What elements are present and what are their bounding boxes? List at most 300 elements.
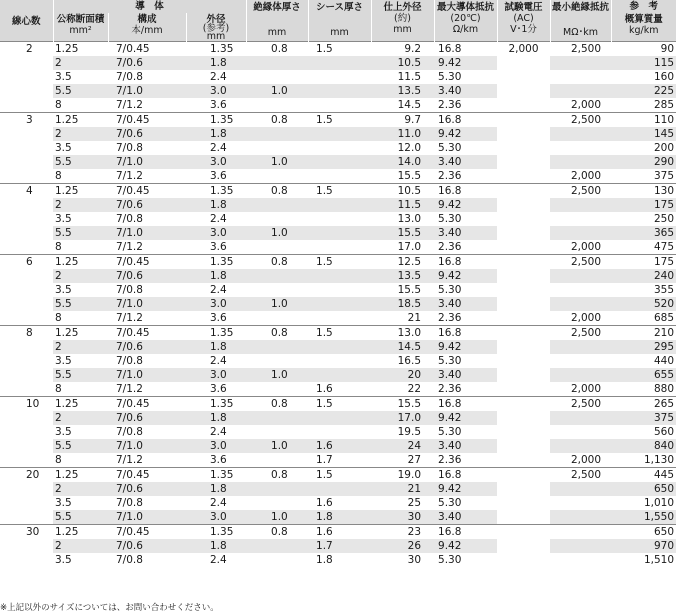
cell-area: 3.5 (55, 284, 72, 296)
cell-cons: 7/0.45 (108, 326, 186, 341)
cell-sh: 1.5 (308, 113, 371, 128)
header-approx-mass-label: 概算質量 (624, 14, 663, 25)
cell-mass: 175 (611, 255, 676, 270)
cell-fin: 13.0 (371, 326, 434, 341)
cell-ir (550, 127, 611, 141)
cell-area: 2 (53, 269, 108, 283)
cell-od: 3.6 (210, 454, 227, 466)
cell-fin: 17.0 (371, 411, 434, 425)
cell-mass: 115 (611, 56, 676, 70)
cell-sh (308, 297, 371, 311)
table-row (0, 226, 676, 240)
cell-ins: 1.0 (246, 297, 308, 311)
cell-volt (497, 468, 550, 483)
cell-ir: 2,500 (550, 397, 611, 412)
cell-od: 1.35 (186, 468, 246, 483)
cell-ins (246, 453, 308, 468)
cell-ir (550, 553, 611, 567)
cell-cores (0, 226, 53, 240)
cell-od: 2.4 (210, 554, 227, 566)
cell-sh (308, 98, 371, 113)
cell-area: 1.25 (53, 113, 108, 128)
header-max-resistance-note: (20℃) (450, 13, 481, 24)
cell-cores (0, 297, 53, 311)
cell-res: 3.40 (434, 84, 497, 98)
cell-od: 1.35 (186, 326, 246, 341)
cell-cons: 7/0.45 (108, 525, 186, 540)
cell-sh (308, 311, 371, 326)
cell-area: 3.5 (55, 71, 72, 83)
cell-ins (246, 382, 308, 397)
cell-fin: 25 (407, 497, 422, 509)
cell-volt (497, 127, 550, 141)
cell-cores: 8 (0, 326, 53, 341)
cell-ins: 0.8 (246, 326, 308, 341)
cell-mass: 225 (611, 84, 676, 98)
header-max-resistance-unit: Ω/km (452, 24, 479, 35)
cell-volt (497, 56, 550, 70)
cell-fin: 24 (371, 439, 434, 453)
cell-ir (550, 354, 611, 368)
cell-res: 16.8 (434, 525, 497, 540)
cell-res: 5.30 (438, 426, 462, 438)
cell-res: 2.36 (438, 383, 462, 395)
cell-mass: 160 (653, 71, 675, 83)
cell-cores (0, 340, 53, 354)
cell-mass: 175 (611, 198, 676, 212)
cell-mass: 1,510 (643, 554, 675, 566)
table-row (0, 468, 676, 483)
cell-volt (497, 510, 550, 525)
cell-sh (308, 368, 371, 382)
cell-cores: 30 (0, 525, 53, 540)
cell-cons: 7/1.2 (116, 454, 143, 466)
cell-ir (550, 539, 611, 553)
cell-cores (0, 439, 53, 453)
cell-ir (550, 56, 611, 70)
cell-volt (497, 368, 550, 382)
cell-sh: 1.6 (316, 383, 333, 395)
cell-area: 8 (55, 312, 62, 324)
cell-cons: 7/0.8 (116, 426, 143, 438)
cell-fin: 16.5 (397, 355, 422, 367)
header-finished-od-note: (約) (394, 13, 411, 24)
cell-fin: 30 (407, 554, 422, 566)
cell-cores: 4 (0, 184, 53, 199)
cell-ir (550, 482, 611, 496)
cell-ins (246, 283, 308, 297)
cell-res: 2.36 (438, 241, 462, 253)
cell-ir: 2,000 (570, 312, 602, 324)
cell-sh (308, 425, 371, 439)
cell-sh: 1.8 (316, 554, 333, 566)
cell-fin: 20 (371, 368, 434, 382)
header-construction-unit: 本/mm (131, 25, 163, 36)
cell-mass: 685 (653, 312, 675, 324)
cell-area: 1.25 (53, 468, 108, 483)
cell-ins (246, 354, 308, 368)
cell-cores: 2 (0, 42, 53, 57)
cell-fin: 10.5 (371, 184, 434, 199)
cell-cores (0, 510, 53, 525)
cell-fin: 22 (407, 383, 422, 395)
cell-ir: 2,500 (550, 42, 611, 57)
cell-mass: 1,130 (643, 454, 675, 466)
header-insulation-thickness (246, 0, 308, 42)
table-row (0, 311, 676, 326)
table-row (0, 482, 676, 496)
cell-res: 3.40 (434, 297, 497, 311)
cell-ins: 1.0 (246, 510, 308, 525)
cell-res: 2.36 (438, 170, 462, 182)
cell-cores (0, 382, 53, 397)
header-test-voltage (497, 0, 550, 42)
cell-cores (0, 169, 53, 184)
cell-mass: 880 (653, 383, 675, 395)
cell-volt (497, 553, 550, 567)
table-row (0, 127, 676, 141)
cell-volt (497, 326, 550, 341)
cell-volt (497, 340, 550, 354)
cell-ir: 2,000 (570, 454, 602, 466)
cell-fin: 11.0 (371, 127, 434, 141)
cell-area: 3.5 (55, 142, 72, 154)
header-max-resistance (434, 0, 497, 42)
cell-res: 16.8 (434, 184, 497, 199)
cell-fin: 17.0 (397, 241, 422, 253)
cell-volt (497, 212, 550, 226)
cell-res: 2.36 (438, 312, 462, 324)
cell-ins (246, 70, 308, 84)
cell-area: 2 (53, 56, 108, 70)
cell-fin: 27 (407, 454, 422, 466)
header-reference: 参 考 (611, 0, 676, 13)
table-row (0, 169, 676, 184)
cell-res: 16.8 (434, 326, 497, 341)
cell-res: 9.42 (434, 411, 497, 425)
table-row (0, 70, 676, 84)
cell-od: 3.0 (186, 297, 246, 311)
cell-cons: 7/0.8 (116, 71, 143, 83)
cell-cores (0, 240, 53, 255)
cell-ir (550, 496, 611, 510)
cell-cores (0, 141, 53, 155)
cell-sh: 1.5 (308, 468, 371, 483)
cell-ins: 0.8 (246, 42, 308, 57)
table-row (0, 368, 676, 382)
cell-mass: 475 (653, 241, 675, 253)
cell-ir (550, 510, 611, 525)
cell-area: 8 (55, 170, 62, 182)
cell-volt (497, 113, 550, 128)
cell-cores (0, 212, 53, 226)
cell-cons: 7/1.0 (108, 84, 186, 98)
cell-cores (0, 56, 53, 70)
table-row (0, 539, 676, 553)
table-row (0, 155, 676, 169)
cell-area: 1.25 (53, 42, 108, 57)
cell-sh (308, 354, 371, 368)
cell-cores: 20 (0, 468, 53, 483)
cell-ir: 2,500 (550, 113, 611, 128)
cell-sh (308, 269, 371, 283)
cell-ir: 2,500 (550, 326, 611, 341)
table-row (0, 184, 676, 199)
header-insulation-unit: mm (267, 27, 287, 38)
cell-volt (497, 240, 550, 255)
cell-sh (308, 340, 371, 354)
cell-ins (246, 212, 308, 226)
header-test-voltage-note: (AC) (513, 13, 534, 24)
cell-fin: 30 (371, 510, 434, 525)
table-row (0, 453, 676, 468)
cell-cons: 7/0.6 (108, 56, 186, 70)
cell-mass: 285 (653, 99, 675, 111)
cell-res: 2.36 (438, 99, 462, 111)
cell-mass: 90 (611, 42, 676, 57)
cell-od: 1.8 (186, 269, 246, 283)
cell-sh (308, 70, 371, 84)
header-finished-od-label: 仕上外径 (383, 2, 422, 13)
cell-mass: 110 (611, 113, 676, 128)
cell-ins (246, 198, 308, 212)
header-construction-label: 構成 (137, 14, 157, 25)
cell-sh: 1.5 (308, 184, 371, 199)
table-row (0, 198, 676, 212)
cell-sh (308, 226, 371, 240)
table-row (0, 212, 676, 226)
table-row (0, 255, 676, 270)
cell-fin: 15.5 (397, 170, 422, 182)
cell-area: 5.5 (53, 368, 108, 382)
cell-od: 2.4 (210, 497, 227, 509)
cell-res: 5.30 (438, 497, 462, 509)
table-row (0, 84, 676, 98)
cell-volt (497, 70, 550, 84)
cell-area: 2 (53, 198, 108, 212)
cell-cons: 7/1.0 (108, 297, 186, 311)
cell-area: 2 (53, 539, 108, 553)
cell-ins (246, 340, 308, 354)
cell-cores (0, 98, 53, 113)
cell-mass: 295 (611, 340, 676, 354)
cell-sh: 1.6 (308, 439, 371, 453)
cell-fin: 19.0 (371, 468, 434, 483)
cell-cores (0, 155, 53, 169)
cell-res: 5.30 (438, 355, 462, 367)
cell-mass: 970 (611, 539, 676, 553)
cell-volt (497, 311, 550, 326)
cell-cores (0, 198, 53, 212)
cell-sh: 1.7 (316, 454, 333, 466)
cell-fin: 23 (371, 525, 434, 540)
cell-cores (0, 453, 53, 468)
cell-ins: 1.0 (246, 439, 308, 453)
header-outer-diameter-label: 外径 (206, 14, 226, 25)
header-area-unit: mm² (69, 25, 92, 36)
cell-volt (497, 382, 550, 397)
cell-area: 1.25 (53, 397, 108, 412)
cell-res: 9.42 (434, 127, 497, 141)
cell-sh (308, 411, 371, 425)
cell-fin: 11.5 (397, 71, 422, 83)
cell-mass: 250 (653, 213, 675, 225)
cell-od: 2.4 (210, 426, 227, 438)
cell-cons: 7/0.8 (116, 284, 143, 296)
cell-ins (246, 98, 308, 113)
cell-mass: 650 (611, 482, 676, 496)
cell-area: 2 (53, 482, 108, 496)
header-conductor: 導 体 (53, 0, 246, 13)
table-header (0, 0, 676, 42)
cell-res: 5.30 (438, 213, 462, 225)
cell-fin: 15.5 (397, 284, 422, 296)
cell-ins (246, 311, 308, 326)
cell-volt (497, 98, 550, 113)
cell-area: 5.5 (53, 510, 108, 525)
cell-mass: 440 (653, 355, 675, 367)
cell-volt (497, 525, 550, 540)
header-outer-diameter (186, 13, 246, 42)
cell-cons: 7/1.0 (108, 226, 186, 240)
cell-mass: 1,010 (643, 497, 675, 509)
cell-volt (497, 539, 550, 553)
cell-od: 3.0 (186, 368, 246, 382)
cell-cons: 7/0.6 (108, 411, 186, 425)
cell-ir (550, 411, 611, 425)
cell-res: 16.8 (434, 113, 497, 128)
cell-fin: 19.5 (397, 426, 422, 438)
cell-volt (497, 283, 550, 297)
cell-ins (246, 482, 308, 496)
cell-cores: 6 (0, 255, 53, 270)
table-row (0, 56, 676, 70)
cell-res: 3.40 (434, 439, 497, 453)
cell-fin: 10.5 (371, 56, 434, 70)
header-sheath-thickness (308, 0, 371, 42)
cell-fin: 26 (371, 539, 434, 553)
cell-cons: 7/0.6 (108, 127, 186, 141)
cell-volt (497, 84, 550, 98)
cell-area: 3.5 (55, 554, 72, 566)
table-row (0, 525, 676, 540)
cell-area: 1.25 (53, 326, 108, 341)
cell-ins (246, 127, 308, 141)
cell-ins: 1.0 (246, 155, 308, 169)
cell-mass: 210 (611, 326, 676, 341)
cell-cons: 7/0.45 (108, 184, 186, 199)
cell-fin: 15.5 (371, 226, 434, 240)
cell-fin: 18.5 (371, 297, 434, 311)
cell-ir (550, 425, 611, 439)
cell-cons: 7/1.2 (116, 99, 143, 111)
cell-sh: 1.6 (308, 525, 371, 540)
cell-area: 5.5 (53, 439, 108, 453)
cell-ir: 2,500 (550, 468, 611, 483)
cell-sh (308, 127, 371, 141)
cell-od: 2.4 (210, 213, 227, 225)
cell-cores (0, 127, 53, 141)
cell-ins (246, 56, 308, 70)
cell-mass: 265 (611, 397, 676, 412)
table-row (0, 340, 676, 354)
cell-mass: 145 (611, 127, 676, 141)
cell-ir (550, 439, 611, 453)
cell-cons: 7/1.2 (116, 383, 143, 395)
cell-res: 9.42 (434, 539, 497, 553)
cell-area: 1.25 (53, 184, 108, 199)
cell-cons: 7/0.45 (108, 113, 186, 128)
cell-ins: 0.8 (246, 468, 308, 483)
table-row (0, 98, 676, 113)
cell-cons: 7/0.6 (108, 269, 186, 283)
header-construction (108, 13, 186, 42)
cell-fin: 13.5 (371, 269, 434, 283)
cell-area: 8 (55, 99, 62, 111)
cell-cons: 7/1.0 (108, 368, 186, 382)
cell-od: 3.0 (186, 155, 246, 169)
cell-res: 9.42 (434, 482, 497, 496)
cell-ir (550, 70, 611, 84)
cell-volt (497, 425, 550, 439)
cell-od: 1.8 (186, 340, 246, 354)
table-row (0, 411, 676, 425)
table-row (0, 553, 676, 567)
header-area (53, 13, 108, 42)
cell-cons: 7/0.6 (108, 482, 186, 496)
cell-res: 16.8 (434, 42, 497, 57)
cell-mass: 130 (611, 184, 676, 199)
cell-ins (246, 496, 308, 510)
cell-od: 2.4 (210, 71, 227, 83)
cell-ir (550, 155, 611, 169)
cell-area: 2 (53, 127, 108, 141)
cell-area: 3.5 (55, 426, 72, 438)
cell-cores (0, 311, 53, 326)
cell-fin: 14.5 (371, 340, 434, 354)
cell-ir: 2,000 (570, 170, 602, 182)
cell-ins (246, 269, 308, 283)
table-row (0, 297, 676, 311)
cell-res: 5.30 (438, 142, 462, 154)
cell-cons: 7/0.6 (108, 340, 186, 354)
cell-volt (497, 184, 550, 199)
cell-od: 1.8 (186, 539, 246, 553)
cell-fin: 13.0 (397, 213, 422, 225)
header-finished-od-unit: mm (393, 24, 412, 35)
cell-od: 1.8 (186, 56, 246, 70)
cell-od: 3.0 (186, 439, 246, 453)
cell-cons: 7/0.8 (116, 497, 143, 509)
cell-res: 2.36 (438, 454, 462, 466)
cell-cores (0, 411, 53, 425)
cell-area: 5.5 (53, 155, 108, 169)
cell-od: 1.8 (186, 411, 246, 425)
header-min-insulation-resistance (550, 0, 611, 42)
cell-sh: 1.8 (308, 510, 371, 525)
cell-volt (497, 155, 550, 169)
cell-od: 1.35 (186, 113, 246, 128)
table-row (0, 510, 676, 525)
cell-volt (497, 439, 550, 453)
header-finished-od (371, 0, 434, 42)
cell-volt (497, 397, 550, 412)
header-min-insulation-resistance-label: 最小絶縁抵抗 (552, 2, 610, 13)
cell-fin: 14.0 (371, 155, 434, 169)
cell-cores (0, 496, 53, 510)
cell-fin: 13.5 (371, 84, 434, 98)
cell-ins: 0.8 (246, 255, 308, 270)
